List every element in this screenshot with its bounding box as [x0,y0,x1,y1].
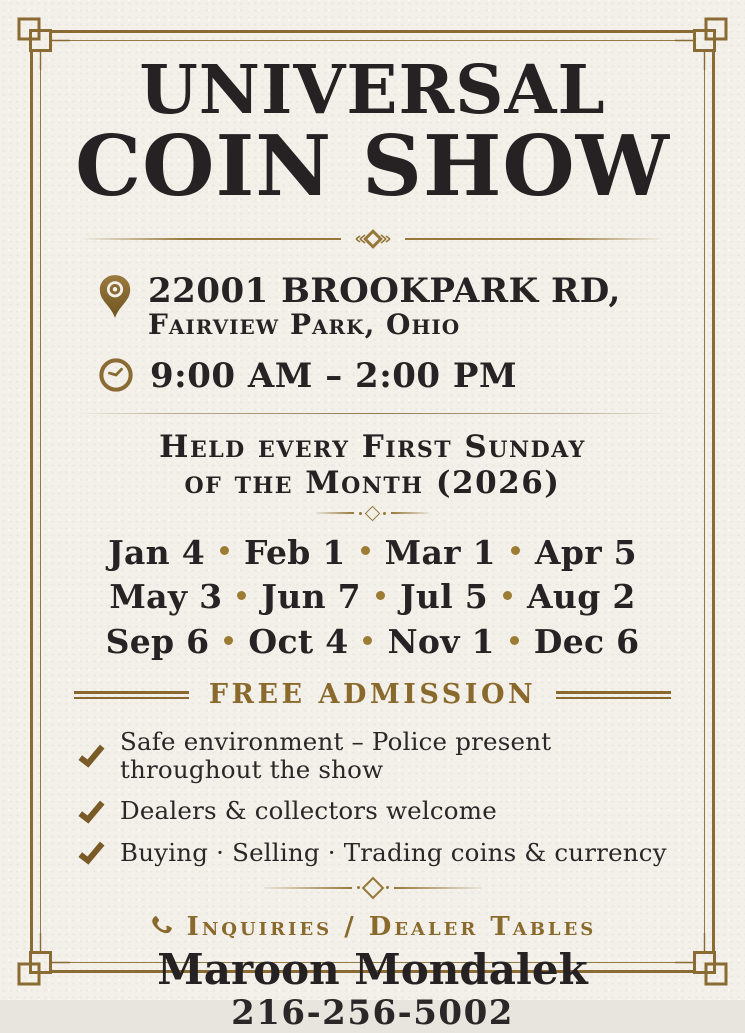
show-hours: 9:00 AM – 2:00 PM [150,356,518,397]
show-date: Mar 1 [384,532,496,572]
bullet-dot [376,591,385,600]
divider-dot [357,886,360,889]
list-item [78,797,671,825]
show-date: Aug 2 [527,577,636,617]
bullet-dot [510,636,519,645]
admission-label: FREE ADMISSION [208,679,537,711]
feature-text: Safe environment – Police present throughout the show [120,727,552,785]
bullet-dot [237,591,246,600]
divider-line [405,238,662,240]
date-row [74,575,671,620]
divider-line [264,887,352,889]
show-date: Apr 5 [534,532,637,572]
list-item [78,728,671,784]
clock-icon [98,357,134,393]
schedule-divider [74,508,671,519]
show-date: Nov 1 [387,622,495,662]
contact-label: Inquiries / Dealer Tables [186,911,597,942]
address-row [98,271,671,341]
check-icon [77,800,105,824]
title-line-1: UNIVERSAL [139,50,606,129]
bullet-dot [220,546,229,555]
title-divider [84,228,661,250]
bullet-dot [361,546,370,555]
diamond-ornament-icon [361,877,384,900]
address-line-1: 22001 BROOKPARK RD, [148,271,621,311]
show-dates [74,531,671,666]
hours-row [98,356,671,397]
bullet-dot [503,591,512,600]
schedule-heading [74,430,671,500]
phone-icon [147,913,174,940]
show-date: Sep 6 [105,622,210,662]
show-date: Jan 4 [108,532,206,572]
contact-header [74,912,671,942]
bullet-dot [224,636,233,645]
feature-list [74,728,671,867]
divider-line [391,512,429,514]
show-date: Jun 7 [261,577,361,617]
schedule-heading-line-2: of the Month (2026) [184,464,561,501]
divider-dot [383,512,386,515]
section-divider [74,413,671,414]
feature-text: Buying · Selling · Trading coins & currency [120,837,667,867]
contact-phone-number: 216-256-5002 [231,992,514,1033]
show-date: Oct 4 [248,622,349,662]
divider-line [316,512,354,514]
admission-banner [74,679,671,710]
divider-dot [359,512,362,515]
page-title [74,50,671,215]
contact-divider [74,880,671,896]
double-rule [74,691,189,699]
check-icon [77,744,105,768]
address-line-2: Fairview Park, Ohio [148,307,461,341]
contact-name: Maroon Mondalek [157,944,588,994]
schedule-heading-line-1: Held every First Sunday [159,429,586,466]
show-date: Jul 5 [399,577,489,617]
divider-dot [386,886,389,889]
check-icon [77,841,105,865]
feature-text: Dealers & collectors welcome [120,796,497,826]
diamond-ornament-icon [365,505,381,521]
bullet-dot [363,636,372,645]
date-row [74,531,671,576]
double-rule [556,691,671,699]
divider-line [394,887,482,889]
location-pin-icon [98,274,132,319]
divider-line [84,238,341,240]
show-date: May 3 [109,577,223,617]
diamond-ornament-icon [347,228,399,250]
show-date: Dec 6 [533,622,640,662]
bullet-dot [511,546,520,555]
venue-info [74,271,671,397]
show-date: Feb 1 [244,532,346,572]
title-line-2: COIN SHOW [75,117,670,215]
date-row [74,620,671,665]
list-item [78,839,671,867]
